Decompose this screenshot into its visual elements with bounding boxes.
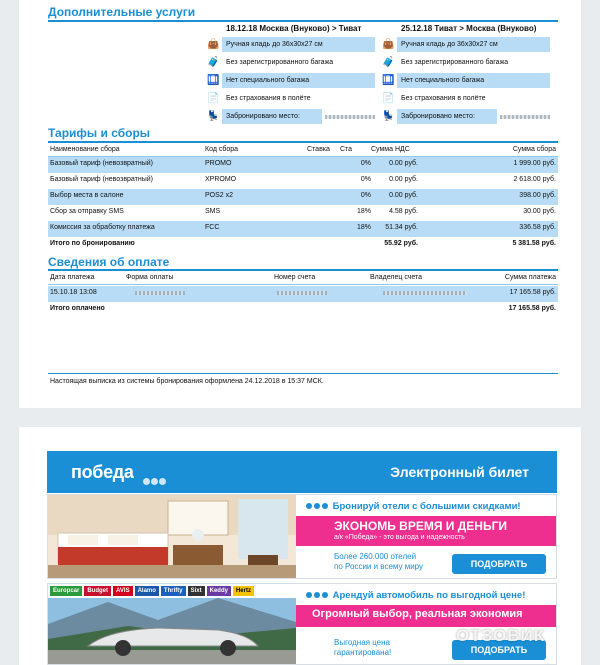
tariff-rate: 18%	[356, 208, 371, 215]
footnote: Настоящая выписка из системы бронирования оформлена 24.12.2018 в 15:37 МСК.	[50, 378, 324, 385]
otzovik-watermark: ОТЗОВИК	[456, 626, 546, 645]
tariffs-total-sum: 5 381.58 руб.	[512, 240, 556, 247]
car-brand-logo: Hertz	[233, 586, 254, 596]
car-brand-logo: Alamo	[135, 586, 159, 596]
route-outbound: 18.12.18 Москва (Внуково) > Тиват	[226, 24, 362, 33]
service-row	[205, 91, 375, 106]
pobeda-logo: победа	[71, 462, 134, 482]
tariff-row	[48, 189, 558, 205]
tariff-sum: 30.00 руб.	[523, 208, 556, 215]
hand-luggage-icon: 👜	[207, 39, 220, 50]
tariff-code: SMS	[205, 208, 221, 215]
service-row	[380, 109, 550, 124]
payment-col-form: Форма оплаты	[126, 274, 174, 281]
special-luggage-icon: 🛄	[382, 75, 395, 86]
hotels-ad-sub: Более 260.000 отелей по России и всему миру	[334, 552, 424, 571]
car-brand-logo: Sixt	[188, 586, 205, 596]
cars-ad-headline: Арендуй автомобиль по выгодной цене!	[306, 590, 525, 601]
insurance-icon: 📄	[207, 93, 220, 104]
payment-col-owner: Владелец счета	[370, 274, 423, 281]
tariffs-col-sum: Сумма сбора	[512, 146, 556, 153]
tariff-sum: 1 999.00 руб.	[513, 160, 556, 167]
tariffs-title: Тарифы и сборы	[48, 126, 151, 140]
cars-ad-big-text: Огромный выбор, реальная экономия	[312, 608, 523, 620]
tariff-sum: 398.00 руб.	[519, 192, 556, 199]
service-row	[205, 109, 375, 124]
payment-title: Сведения об оплате	[48, 255, 170, 269]
tariff-rate: 0%	[360, 176, 371, 183]
hotels-ad-big-text: ЭКОНОМЬ ВРЕМЯ И ДЕНЬГИ	[334, 519, 508, 533]
tariff-name: Комиссия за обработку платежа	[50, 224, 155, 231]
payment-col-account: Номер счета	[274, 274, 316, 281]
tariff-sum: 336.58 руб.	[519, 224, 556, 231]
tariffs-col-rate: Ставка	[307, 146, 330, 153]
payment-total-row	[48, 302, 558, 318]
car-brand-logo: AVIS	[113, 586, 133, 596]
tariffs-total-label: Итого по бронированию	[50, 240, 135, 247]
car-brand-logos	[48, 584, 296, 598]
services-title: Дополнительные услуги	[48, 5, 196, 19]
tariff-row	[48, 173, 558, 189]
hotels-ad[interactable]	[47, 494, 557, 579]
hotel-room-photo	[48, 495, 296, 579]
payment-col-date: Дата платежа	[50, 274, 95, 281]
booking-statement-page	[19, 0, 581, 408]
special-luggage-icon: 🛄	[207, 75, 220, 86]
tariffs-col-vat: Сумма НДС	[371, 146, 410, 153]
seat-icon: 💺	[382, 111, 395, 122]
tariff-name: Базовый тариф (невозвратный)	[50, 176, 154, 183]
tariff-vat: 0.00 руб.	[389, 176, 418, 183]
tariff-rate: 18%	[356, 224, 371, 231]
tariff-name: Базовый тариф (невозвратный)	[50, 160, 154, 167]
service-row	[205, 37, 375, 52]
tariffs-col-code: Код сбора	[205, 146, 239, 153]
luggage-icon: 🧳	[382, 57, 395, 68]
tariff-vat: 4.58 руб.	[389, 208, 418, 215]
service-label: Нет специального багажа	[222, 73, 375, 88]
services-rule	[48, 20, 558, 22]
tariffs-total-row	[48, 237, 558, 253]
tariff-rate: 0%	[360, 160, 371, 167]
hotels-ad-small-text: а/к «Победа» - это выгода и надежность	[334, 534, 465, 541]
tariff-row	[48, 205, 558, 221]
service-label: Ручная кладь до 36х30х27 см	[397, 37, 550, 52]
payment-header	[48, 271, 558, 285]
service-label: Без страхования в полёте	[401, 95, 486, 102]
insurance-icon: 📄	[382, 93, 395, 104]
tariffs-col-name: Наименование сбора	[50, 146, 120, 153]
payment-owner-redacted	[383, 291, 467, 295]
cars-ad[interactable]	[47, 583, 557, 665]
service-label: Без зарегистрированного багажа	[401, 59, 509, 66]
payment-account-redacted	[277, 291, 327, 295]
seat-icon: 💺	[207, 111, 220, 122]
service-row	[205, 73, 375, 88]
hotels-ad-headline: Бронируй отели с большими скидками!	[306, 501, 521, 512]
car-brand-logo: Thrifty	[161, 586, 186, 596]
service-row	[380, 37, 550, 52]
seat-redacted	[325, 115, 375, 119]
car-brand-logo: Europcar	[50, 586, 82, 596]
tariff-name: Выбор места в салоне	[50, 192, 124, 199]
tariff-vat: 0.00 руб.	[389, 192, 418, 199]
tariffs-total-vat: 55.92 руб.	[384, 240, 418, 247]
service-row	[380, 91, 550, 106]
hand-luggage-icon: 👜	[382, 39, 395, 50]
luggage-icon: 🧳	[207, 57, 220, 68]
tariff-vat: 0.00 руб.	[389, 160, 418, 167]
eticket-banner	[47, 451, 557, 493]
tariffs-header	[48, 143, 558, 157]
hotels-ad-banner	[296, 516, 557, 546]
service-row	[380, 73, 550, 88]
payment-date: 15.10.18 13:08	[50, 289, 97, 296]
payment-total-label: Итого оплачено	[50, 305, 105, 312]
service-label: Без страхования в полёте	[226, 95, 311, 102]
logo-dots-icon	[143, 472, 167, 490]
payment-amount: 17 165.58 руб.	[509, 289, 556, 296]
service-label: Нет специального багажа	[397, 73, 550, 88]
tariff-row	[48, 221, 558, 237]
tariff-row	[48, 157, 558, 173]
payment-form-redacted	[135, 291, 185, 295]
payment-total-amount: 17 165.58 руб.	[508, 305, 556, 312]
tariff-rate: 0%	[360, 192, 371, 199]
cars-select-button[interactable]: ПОДОБРАТЬ	[452, 640, 546, 660]
service-row	[380, 55, 550, 70]
tariff-name: Сбор за отправку SMS	[50, 208, 124, 215]
tariff-code: POS2 x2	[205, 192, 234, 199]
tariffs-col-rate2: Ста	[340, 146, 353, 153]
seat-redacted	[500, 115, 550, 119]
car-brand-logo: Keddy	[207, 586, 231, 596]
service-label: Забронировано место:	[222, 109, 322, 124]
cars-ad-banner	[296, 605, 557, 627]
car-brand-logo: Budget	[84, 586, 111, 596]
hotels-select-button[interactable]: ПОДОБРАТЬ	[452, 554, 546, 574]
tariff-vat: 51.34 руб.	[385, 224, 418, 231]
service-row	[205, 55, 375, 70]
tariff-code: PROMO	[205, 160, 232, 167]
route-return: 25.12.18 Тиват > Москва (Внуково)	[401, 24, 537, 33]
payment-row	[48, 286, 558, 302]
eticket-title: Электронный билет	[390, 464, 529, 480]
tariff-code: XPROMO	[205, 176, 237, 183]
service-label: Ручная кладь до 36х30х27 см	[222, 37, 375, 52]
service-label: Забронировано место:	[397, 109, 497, 124]
tariff-sum: 2 618.00 руб.	[513, 176, 556, 183]
payment-col-amount: Сумма платежа	[504, 274, 556, 281]
service-label: Без зарегистрированного багажа	[226, 59, 334, 66]
footer-rule	[48, 373, 558, 374]
cars-ad-sub: Выгодная цена гарантирована!	[334, 638, 392, 657]
tariff-code: FCC	[205, 224, 220, 231]
